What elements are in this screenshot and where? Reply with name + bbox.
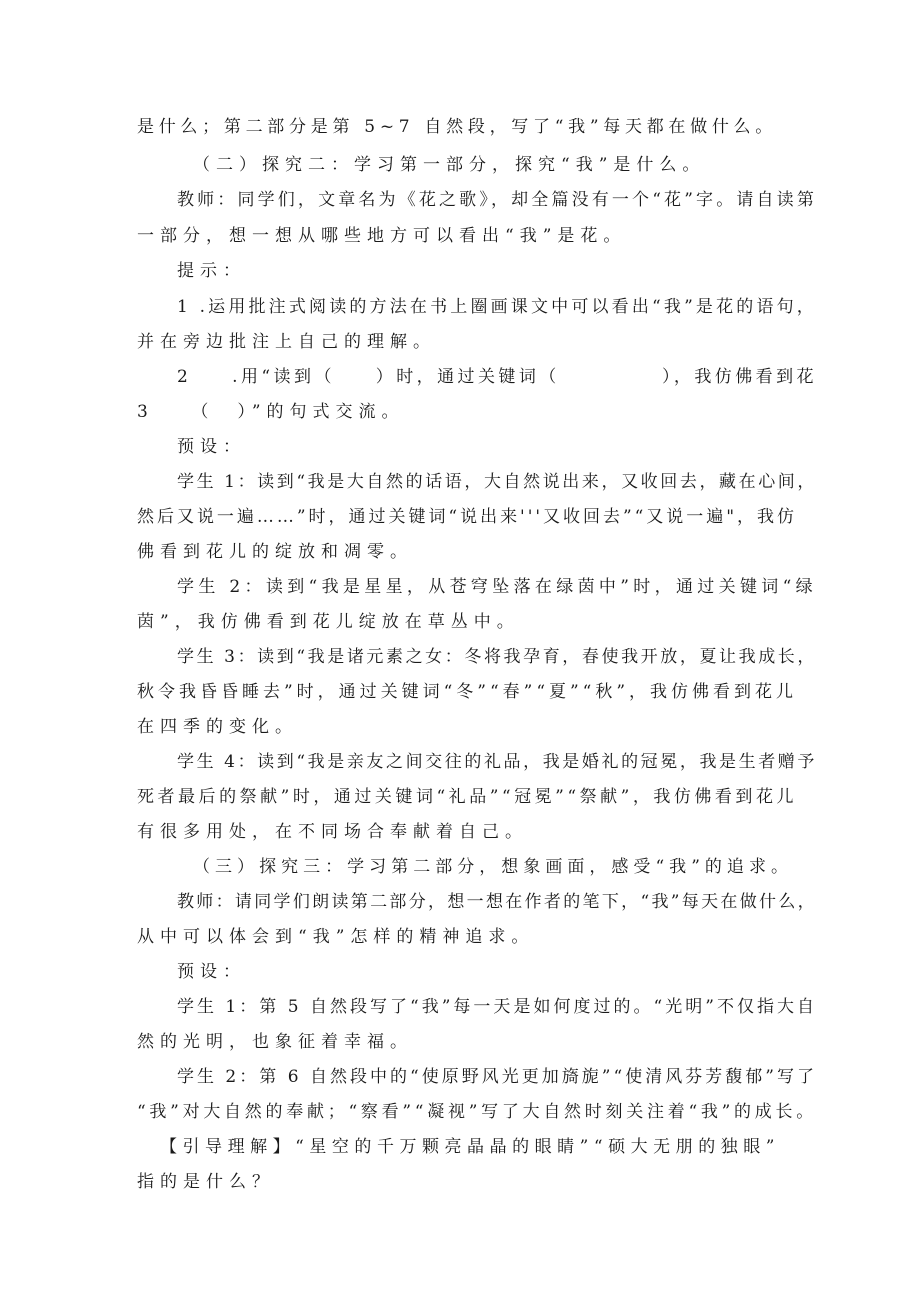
text-line: 学生 1：第 5 自然段写了“我”每一天是如何度过的。“光明”不仅指大自	[177, 997, 817, 1017]
text-line: 3 （ ）”的句式交流。	[137, 402, 405, 422]
text-line: 教师：请同学们朗读第二部分，想一想在作者的笔下，“我”每天在做什么，	[177, 892, 817, 912]
text-line: 学生 2：第 6 自然段中的“使原野风光更加旖旎”“使清风芬芳馥郁”写了	[177, 1067, 817, 1087]
text-line: 在四季的变化。	[137, 717, 298, 737]
text-line: 【引导理解】“星空的千万颗亮晶晶的眼睛”“硕大无朋的独眼”	[160, 1137, 780, 1157]
text-line: 学生 4：读到“我是亲友之间交往的礼品，我是婚礼的冠冕，我是生者赠予	[177, 752, 817, 772]
section-heading: （三）探究三：学习第二部分，想象画面，感受“我”的追求。	[193, 857, 793, 877]
text-line: 2 .用“读到（ ）时，通过关键词（ ），我仿佛看到花	[177, 367, 817, 387]
text-line: 从中可以体会到“我”怎样的精神追求。	[137, 927, 535, 947]
text-line: 一部分，想一想从哪些地方可以看出“我”是花。	[137, 226, 627, 246]
text-line: 教师：同学们，文章名为《花之歌》，却全篇没有一个“花”字。请自读第	[177, 190, 817, 210]
section-heading: （二）探究二：学习第一部分，探究“我”是什么。	[193, 155, 706, 175]
text-line: 提示：	[177, 261, 246, 281]
text-line: 有很多用处，在不同场合奉献着自己。	[137, 822, 528, 842]
text-line: 然的光明，也象征着幸福。	[137, 1032, 413, 1052]
text-line: 预设：	[177, 962, 246, 982]
text-line: 1 .运用批注式阅读的方法在书上圈画课文中可以看出“我”是花的语句，	[177, 297, 817, 317]
text-line: 指的是什么？	[137, 1172, 275, 1192]
text-line: 是什么；第二部分是第 5~7 自然段，写了“我”每天都在做什么。	[137, 117, 777, 137]
text-line: 学生 1：读到“我是大自然的话语，大自然说出来，又收回去，藏在心间，	[177, 472, 817, 492]
text-line: 茵”，我仿佛看到花儿绽放在草丛中。	[137, 612, 520, 632]
text-line: 然后又说一遍……”时，通过关键词“说出来'''又收回去”“又说一遍"，我仿	[137, 507, 797, 527]
text-line: 学生 3：读到“我是诸元素之女：冬将我孕育，春使我开放，夏让我成长，	[177, 647, 817, 667]
text-line: 佛看到花儿的绽放和凋零。	[137, 542, 413, 562]
text-line: 死者最后的祭献”时，通过关键词“礼品”“冠冕”“祭献”，我仿佛看到花儿	[137, 787, 797, 807]
text-line: “我”对大自然的奉献；“察看”“凝视”写了大自然时刻关注着“我”的成长。	[137, 1102, 817, 1122]
text-line: 学生 2：读到“我是星星，从苍穹坠落在绿茵中”时，通过关键词“绿	[177, 577, 817, 597]
text-line: 并在旁边批注上自己的理解。	[137, 332, 436, 352]
text-line: 秋令我昏昏睡去”时，通过关键词“冬”“春”“夏”“秋”，我仿佛看到花儿	[137, 682, 797, 702]
text-line: 预设：	[177, 437, 246, 457]
